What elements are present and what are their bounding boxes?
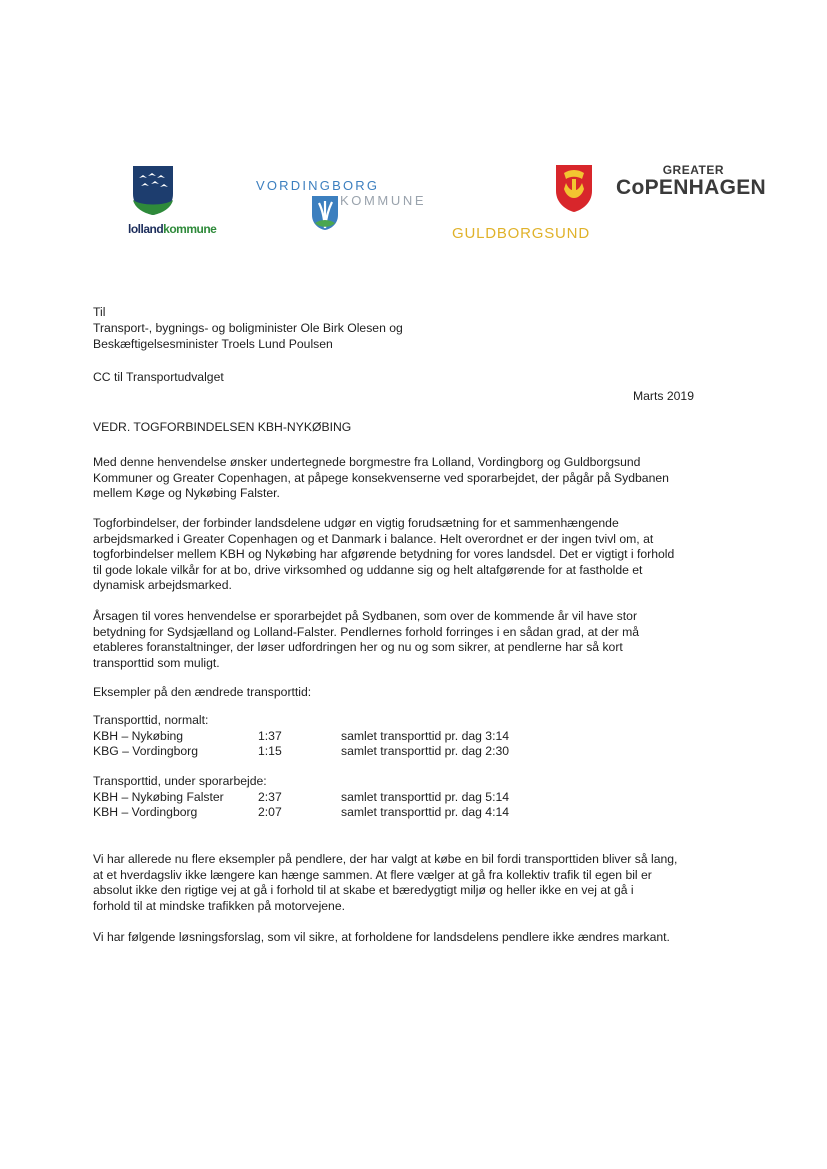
time-cell: 2:37 xyxy=(258,789,282,804)
route-cell: KBH – Vordingborg xyxy=(93,805,198,819)
guldborgsund-crest-icon xyxy=(554,163,594,213)
copenhagen-wordmark: CoPENHAGEN xyxy=(616,176,767,199)
paragraph-line: togforbindelser mellem KBH og Nykøbing har afgørende betydning for vores landsdel. Det er vigtigt i forhold xyxy=(93,547,675,561)
paragraph-line: etableres foranstaltninger, der løser udfordringen her og nu og som sikrer, at pendlerne har så kort xyxy=(93,640,623,654)
vordingborg-wordmark: VORDINGBORG xyxy=(256,178,380,193)
paragraph-line: at et hverdagsliv ikke længere kan hænge sammen. At flere vælger at gå fra kollektiv trafik til egen bil er xyxy=(93,867,652,882)
paragraph-line: Kommuner og Greater Copenhagen, at påpege konsekvenserne ved sporarbejdet, der pågår på Sydbanen xyxy=(93,470,669,485)
lolland-wordmark: lollandkommune xyxy=(128,222,217,236)
paragraph-line: dynamisk arbejdsmarked. xyxy=(93,578,232,592)
works-heading: Transporttid, under sporarbejde: xyxy=(93,774,267,788)
time-cell: 1:15 xyxy=(258,744,282,758)
guldborgsund-kommune-logo xyxy=(450,163,610,245)
lolland-kommune-logo xyxy=(126,164,238,240)
paragraph-line: forhold til at mindske trafikken på motorvejene. xyxy=(93,898,345,913)
paragraph-line: absolut ikke den rigtige vej at gå i forhold til at skabe et bæredygtigt miljø og heller ikke en vej at gå i xyxy=(93,883,634,897)
total-cell: samlet transporttid pr. dag 3:14 xyxy=(341,728,510,743)
vordingborg-kommune-logo xyxy=(256,178,456,238)
paragraph-line: betydning for Sydsjælland og Lolland-Falster. Pendlernes forhold forringes i en sådan grad, at der må xyxy=(93,624,640,639)
normal-heading: Transporttid, normalt: xyxy=(93,713,209,727)
paragraph-line: Vi har allerede nu flere eksempler på pendlere, der har valgt at købe en bil fordi transporttiden bliver så lang, xyxy=(93,852,678,866)
total-cell: samlet transporttid pr. dag 2:30 xyxy=(341,744,510,758)
paragraph-line: transporttid som muligt. xyxy=(93,655,220,670)
time-cell: 1:37 xyxy=(258,728,282,743)
paragraph-2 xyxy=(93,516,723,594)
kommune-wordmark: KOMMUNE xyxy=(340,193,427,208)
paragraph-3 xyxy=(93,609,723,671)
recipient-line-2: Beskæftigelsesminister Troels Lund Poulsen xyxy=(93,337,333,351)
paragraph-line: arbejdsmarked i Greater Copenhagen og et Danmark i balance. Helt overordnet er der ingen tvivl om, at xyxy=(93,531,654,546)
examples-intro: Eksempler på den ændrede transporttid: xyxy=(93,685,312,699)
guldborgsund-wordmark: GULDBORGSUND xyxy=(452,225,590,242)
total-cell: samlet transporttid pr. dag 5:14 xyxy=(341,789,510,804)
lolland-shield-icon xyxy=(131,164,175,216)
greater-wordmark: GREATER xyxy=(662,163,724,177)
greater-copenhagen-logo xyxy=(612,163,772,213)
paragraph-5 xyxy=(93,852,723,914)
recipient-til: Til xyxy=(93,305,106,319)
paragraph-line: Årsagen til vores henvendelse er sporarbejdet på Sydbanen, som over de kommende år vil have stor xyxy=(93,609,637,623)
route-cell: KBH – Nykøbing xyxy=(93,728,184,743)
letter-date: Marts 2019 xyxy=(633,389,694,403)
vordingborg-shield-icon xyxy=(311,195,339,231)
total-cell: samlet transporttid pr. dag 4:14 xyxy=(341,805,510,819)
route-cell: KBG – Vordingborg xyxy=(93,744,199,758)
paragraph-1 xyxy=(93,455,723,502)
paragraph-line: Togforbindelser, der forbinder landsdelene udgør en vigtig forudsætning for et sammenhængende xyxy=(93,516,619,530)
letter-subject: VEDR. TOGFORBINDELSEN KBH-NYKØBING xyxy=(93,420,352,434)
cc-line: CC til Transportudvalget xyxy=(93,370,224,384)
time-cell: 2:07 xyxy=(258,805,282,819)
route-cell: KBH – Nykøbing Falster xyxy=(93,789,224,804)
paragraph-line: Med denne henvendelse ønsker undertegnede borgmestre fra Lolland, Vordingborg og Guldborgsund xyxy=(93,455,641,469)
recipient-line-1: Transport-, bygnings- og boligminister Ole Birk Olesen og xyxy=(93,321,403,335)
paragraph-line: til gode lokale vilkår for at bo, drive virksomhed og uddanne sig og helt altafgørende for at fastholde et xyxy=(93,562,643,577)
paragraph-6: Vi har følgende løsningsforslag, som vil sikre, at forholdene for landsdelens pendlere ikke ændres markant. xyxy=(93,930,670,944)
paragraph-line: mellem Køge og Nykøbing Falster. xyxy=(93,486,280,500)
